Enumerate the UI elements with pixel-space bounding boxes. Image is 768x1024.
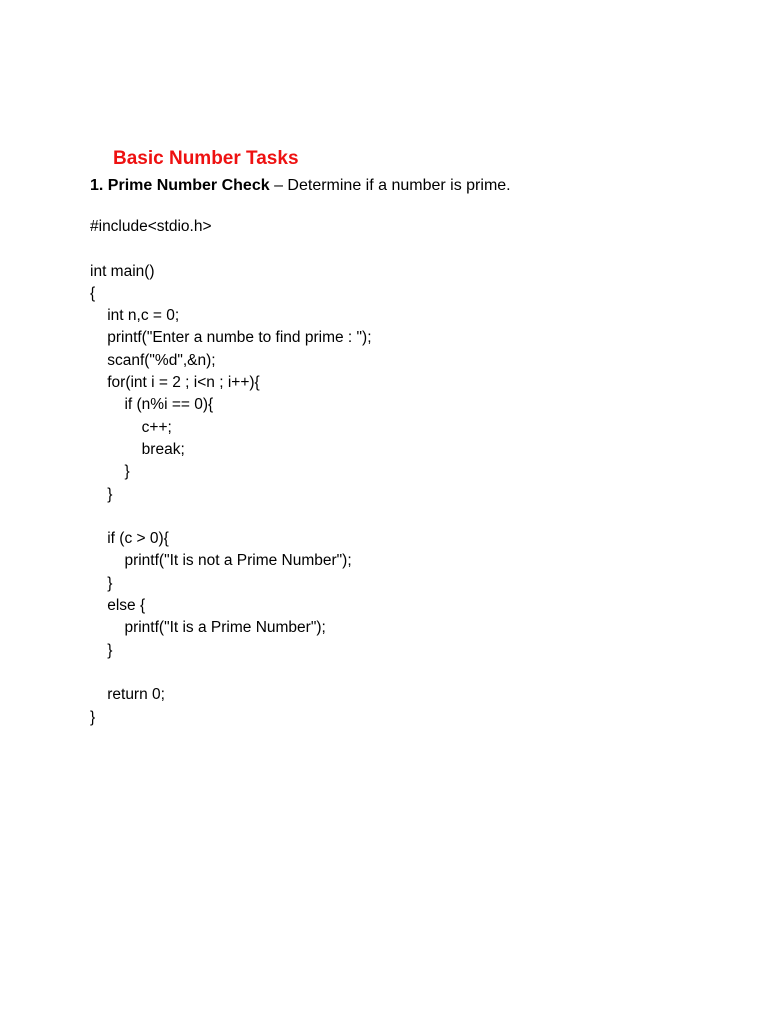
code-line: } <box>90 708 96 726</box>
code-line: return 0; <box>90 686 165 704</box>
code-line: int n,c = 0; <box>90 307 180 325</box>
code-line: #include<stdio.h> <box>90 218 212 235</box>
task-statement <box>90 175 511 197</box>
code-line: scanf("%d",&n); <box>90 351 216 369</box>
code-line: printf("Enter a numbe to find prime : "); <box>90 329 372 347</box>
code-line: { <box>90 284 96 302</box>
code-line: } <box>90 485 113 503</box>
code-line: if (c > 0){ <box>90 530 169 548</box>
code-line: } <box>90 463 130 481</box>
task-description: Determine if a number is prime. <box>287 177 511 194</box>
task-separator: – <box>269 177 288 194</box>
code-line: int main() <box>90 262 155 280</box>
code-line: printf("It is not a Prime Number"); <box>90 552 352 570</box>
code-line: printf("It is a Prime Number"); <box>90 619 326 637</box>
section-heading: Basic Number Tasks <box>113 148 299 169</box>
code-line <box>90 506 372 528</box>
code-line: if (n%i == 0){ <box>90 396 214 414</box>
code-line: for(int i = 2 ; i<n ; i++){ <box>90 374 260 392</box>
code-line: c++; <box>90 418 172 436</box>
code-line <box>90 238 372 260</box>
code-line: } <box>90 641 113 659</box>
code-line: else { <box>90 597 146 615</box>
code-block <box>90 216 372 729</box>
code-line <box>90 662 372 684</box>
task-title: 1. Prime Number Check <box>90 177 270 194</box>
code-line: break; <box>90 440 185 458</box>
code-line: } <box>90 574 113 592</box>
